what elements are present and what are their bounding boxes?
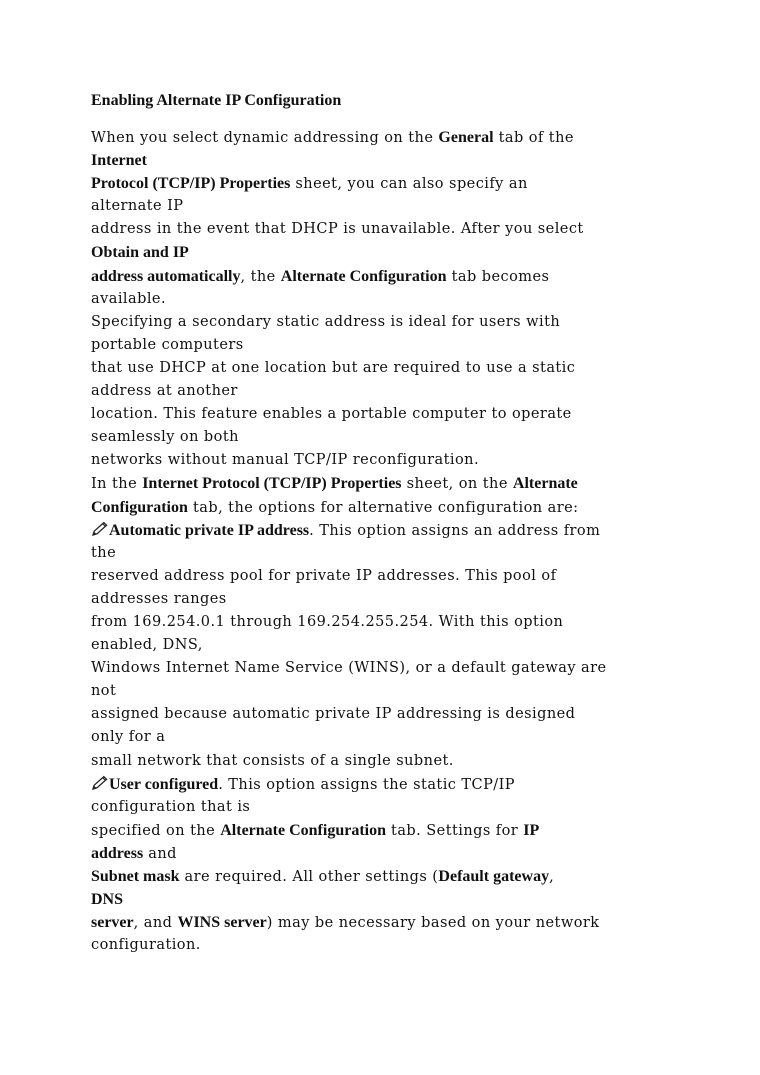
text-line: [91, 403, 731, 426]
text-run: enabled, DNS,: [91, 637, 203, 654]
text-run: address at another: [91, 383, 238, 400]
text-run: networks without manual TCP/IP reconfiguration.: [91, 452, 480, 469]
text-line: [91, 680, 731, 703]
text-run: portable computers: [91, 336, 244, 353]
text-run: from 169.254.0.1 through 169.254.255.254. With this option: [91, 613, 564, 630]
text-line: [91, 472, 731, 495]
text-line: [91, 519, 731, 542]
pencil-icon: [91, 775, 109, 791]
text-line: [91, 195, 731, 218]
bold-term: User configured: [109, 775, 219, 793]
text-line: [91, 796, 731, 819]
text-run: tab of the: [493, 130, 574, 146]
text-line: [91, 750, 731, 773]
text-line: [91, 773, 731, 796]
text-run: not: [91, 683, 117, 700]
text-run: configuration that is: [91, 798, 251, 815]
text-run: When you select dynamic addressing on the: [91, 130, 439, 146]
text-line: [91, 703, 731, 726]
text-line: [91, 334, 731, 357]
text-line: [91, 888, 731, 911]
bold-term: Internet: [91, 152, 147, 170]
bold-term: IP: [523, 821, 540, 839]
text-run: , and: [133, 915, 178, 932]
text-run: ,: [549, 869, 555, 885]
bold-term: General: [438, 129, 494, 146]
text-line: [91, 380, 731, 403]
text-run: tab. Settings for: [386, 822, 524, 839]
text-line: [91, 172, 731, 195]
text-line: [91, 611, 731, 634]
bold-term: Automatic private IP address: [109, 521, 310, 539]
text-run: specified on the: [91, 822, 221, 839]
document-body: [91, 126, 731, 957]
bold-term: Alternate: [512, 475, 578, 493]
text-line: [91, 565, 731, 588]
text-run: tab, the options for alternative configuration are:: [187, 499, 579, 516]
document-title: Enabling Alternate IP Configuration: [91, 92, 342, 109]
text-line: [91, 265, 731, 288]
text-line: [91, 449, 731, 472]
text-run: Specifying a secondary static address is ideal for users with: [91, 313, 561, 330]
text-run: ) may be necessary based on your network: [266, 915, 600, 932]
text-run: , the: [240, 268, 281, 285]
text-run: Windows Internet Name Service (WINS), or a default gateway are: [91, 660, 607, 677]
bold-term: Obtain and IP: [91, 244, 189, 262]
text-run: sheet, on the: [401, 476, 513, 493]
text-line: [91, 426, 731, 449]
bold-term: Alternate Configuration: [220, 821, 386, 839]
text-line: [91, 819, 731, 842]
text-line: [91, 934, 731, 957]
bold-term: address: [91, 844, 144, 862]
text-line: [91, 496, 731, 519]
text-line: [91, 634, 731, 657]
text-run: and: [143, 845, 177, 862]
text-line: [91, 149, 731, 172]
bold-term: Default gateway: [438, 868, 550, 885]
bold-term: server: [91, 914, 134, 932]
text-run: reserved address pool for private IP addresses. This pool of: [91, 567, 557, 584]
text-run: alternate IP: [91, 198, 184, 215]
text-line: [91, 311, 731, 334]
text-run: configuration.: [91, 937, 201, 954]
text-line: [91, 542, 731, 565]
text-line: [91, 218, 731, 241]
pencil-icon: [91, 521, 109, 537]
text-run: assigned because automatic private IP addressing is designed: [91, 706, 576, 723]
text-line: [91, 126, 731, 149]
text-line: [91, 865, 731, 888]
text-run: that use DHCP at one location but are required to use a static: [91, 359, 576, 376]
text-run: seamlessly on both: [91, 429, 239, 446]
text-run: the: [91, 544, 117, 561]
text-line: [91, 357, 731, 380]
text-run: In the: [91, 476, 143, 493]
bold-term: Internet Protocol (TCP/IP) Properties: [142, 475, 402, 493]
text-line: [91, 288, 731, 311]
text-run: tab becomes: [446, 268, 550, 285]
bold-term: Subnet mask: [91, 868, 180, 885]
text-line: [91, 726, 731, 749]
text-run: available.: [91, 290, 167, 307]
bold-term: Configuration: [91, 498, 188, 516]
text-line: [91, 588, 731, 611]
text-run: small network that consists of a single subnet.: [91, 752, 454, 769]
bold-term: DNS: [91, 891, 124, 909]
text-run: location. This feature enables a portable computer to operate: [91, 406, 572, 423]
bold-term: address automatically: [91, 267, 241, 285]
text-line: [91, 241, 731, 264]
text-run: addresses ranges: [91, 590, 227, 607]
bold-term: WINS server: [177, 914, 267, 932]
bold-term: Protocol (TCP/IP) Properties: [91, 175, 291, 193]
text-line: [91, 842, 731, 865]
text-run: . This option assigns the static TCP/IP: [218, 776, 515, 793]
bold-term: Alternate Configuration: [280, 267, 447, 285]
text-run: only for a: [91, 729, 166, 746]
text-run: are required. All other settings (: [179, 869, 439, 885]
text-run: address in the event that DHCP is unavailable. After you select: [91, 221, 584, 238]
text-line: [91, 657, 731, 680]
text-run: . This option assigns an address from: [309, 522, 601, 539]
text-run: sheet, you can also specify an: [290, 176, 528, 193]
text-line: [91, 911, 731, 934]
